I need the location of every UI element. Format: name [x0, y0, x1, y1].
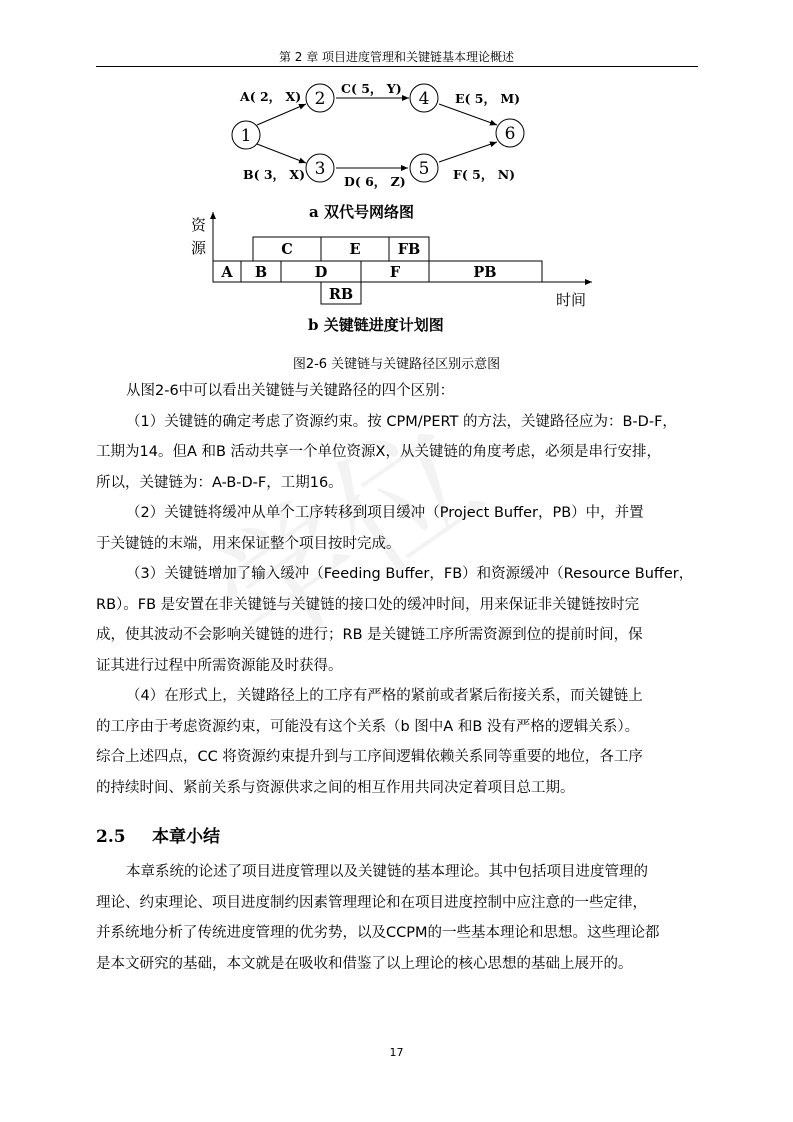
svg-text:4: 4 — [418, 89, 430, 109]
block-fb-label: FB — [397, 241, 421, 258]
subcaption-a: a 双代号网络图 — [309, 203, 414, 221]
figure-2-6 — [0, 0, 793, 345]
text-line: （2）关键链将缓冲从单个工序转移到项目缓冲（Project Buffer，PB）中，并置 — [126, 505, 644, 521]
block-e-label: E — [349, 241, 361, 258]
block-rb-label: RB — [328, 286, 354, 303]
block-d-label: D — [314, 264, 328, 281]
text-line: （3）关键链增加了输入缓冲（Feeding Buffer，FB）和资源缓冲（Resource Buffer， — [126, 566, 694, 582]
edge-label-f: F( 5， N) — [453, 167, 516, 182]
text-line: RB）。FB 是安置在非关键链与关键链的接口处的缓冲时间，用来保证非关键链按时完 — [96, 596, 640, 613]
node-1 — [232, 121, 260, 149]
body-paragraphs — [96, 376, 698, 803]
edge-1-3 — [257, 144, 306, 163]
section-title: 本章小结 — [152, 827, 220, 847]
edge-label-e: E( 5， M) — [455, 91, 521, 106]
y-axis-label-2: 源 — [191, 239, 207, 257]
node-5 — [410, 154, 438, 182]
y-axis-label-1: 资 — [191, 216, 207, 234]
edge-5-6 — [439, 142, 497, 162]
node-4 — [410, 84, 438, 112]
text-line: 所以，关键链为：A-B-D-F，工期16。 — [96, 474, 343, 491]
figure-caption: 图2-6 关键链与关键路径区别示意图 — [292, 357, 501, 372]
text-line: 并系统地分析了传统进度管理的优劣势，以及CCPM的一些基本理论和思想。这些理论都 — [96, 925, 660, 941]
svg-text:3: 3 — [314, 159, 326, 179]
summary-paragraph — [96, 857, 698, 979]
edge-label-b: B( 3， X) — [243, 167, 305, 182]
svg-text:1: 1 — [240, 126, 252, 146]
schedule-chart — [191, 212, 592, 309]
text-line: 成，使其波动不会影响关键链的进行；RB 是关键链工序所需资源到位的提前时间，保 — [96, 627, 643, 643]
text-line: 于关键链的末端，用来保证整个项目按时完成。 — [96, 535, 401, 552]
text-line: （4）在形式上，关键路径上的工序有严格的紧前或者紧后衔接关系，而关键链上 — [126, 688, 643, 704]
network-edges — [257, 98, 497, 168]
text-line: （1）关键链的确定考虑了资源约束。按 CPM/PERT 的方法，关键路径应为：B-D-F， — [126, 413, 677, 430]
text-line: 综合上述四点，CC 将资源约束提升到与工序间逻辑依赖关系同等重要的地位，各工序 — [96, 749, 643, 765]
edge-label-a: A( 2， X) — [240, 89, 302, 104]
text-line: 从图2-6中可以看出关键链与关键路径的四个区别： — [126, 383, 455, 399]
svg-text:6: 6 — [504, 124, 516, 144]
node-3 — [306, 154, 334, 182]
text-line: 工期为14。但A 和B 活动共享一个单位资源X，从关键链的角度考虑，必须是串行安排， — [96, 444, 661, 460]
text-line: 是本文研究的基础，本文就是在吸收和借鉴了以上理论的核心思想的基础上展开的。 — [96, 955, 633, 972]
node-6 — [496, 119, 524, 147]
edge-label-d: D( 6， Z) — [344, 174, 406, 189]
edge-labels — [239, 81, 520, 189]
edge-1-2 — [257, 104, 306, 125]
edge-4-6 — [439, 104, 497, 125]
block-b-label: B — [254, 264, 268, 281]
block-f-label: F — [389, 264, 401, 281]
block-c-label: C — [281, 241, 293, 258]
text-line: 证其进行过程中所需资源能及时获得。 — [96, 657, 343, 674]
edge-label-c: C( 5， Y) — [341, 81, 402, 96]
block-pb-label: PB — [473, 264, 497, 281]
text-line: 理论、约束理论、项目进度制约因素管理理论和在项目进度控制中应注意的一些定律， — [96, 894, 647, 911]
subcaption-b: b 关键链进度计划图 — [308, 316, 444, 334]
svg-text:5: 5 — [418, 159, 430, 179]
block-a-label: A — [221, 264, 233, 281]
section-number: 2.5 — [96, 827, 126, 847]
x-axis-label: 时间 — [556, 291, 587, 309]
text-line: 本章系统的论述了项目进度管理以及关键链的基本理论。其中包括项目进度管理的 — [126, 864, 648, 880]
page-number: 17 — [389, 1046, 404, 1059]
node-2 — [306, 84, 334, 112]
svg-text:2: 2 — [314, 89, 326, 109]
text-line: 的持续时间、紧前关系与资源供求之间的相互作用共同决定着项目总工期。 — [96, 779, 575, 796]
section-heading — [96, 822, 220, 847]
running-header: 第 2 章 项目进度管理和关键链基本理论概述 — [278, 50, 515, 64]
text-line: 的工序由于考虑资源约束，可能没有这个关系（b 图中A 和B 没有严格的逻辑关系）。 — [96, 718, 640, 735]
